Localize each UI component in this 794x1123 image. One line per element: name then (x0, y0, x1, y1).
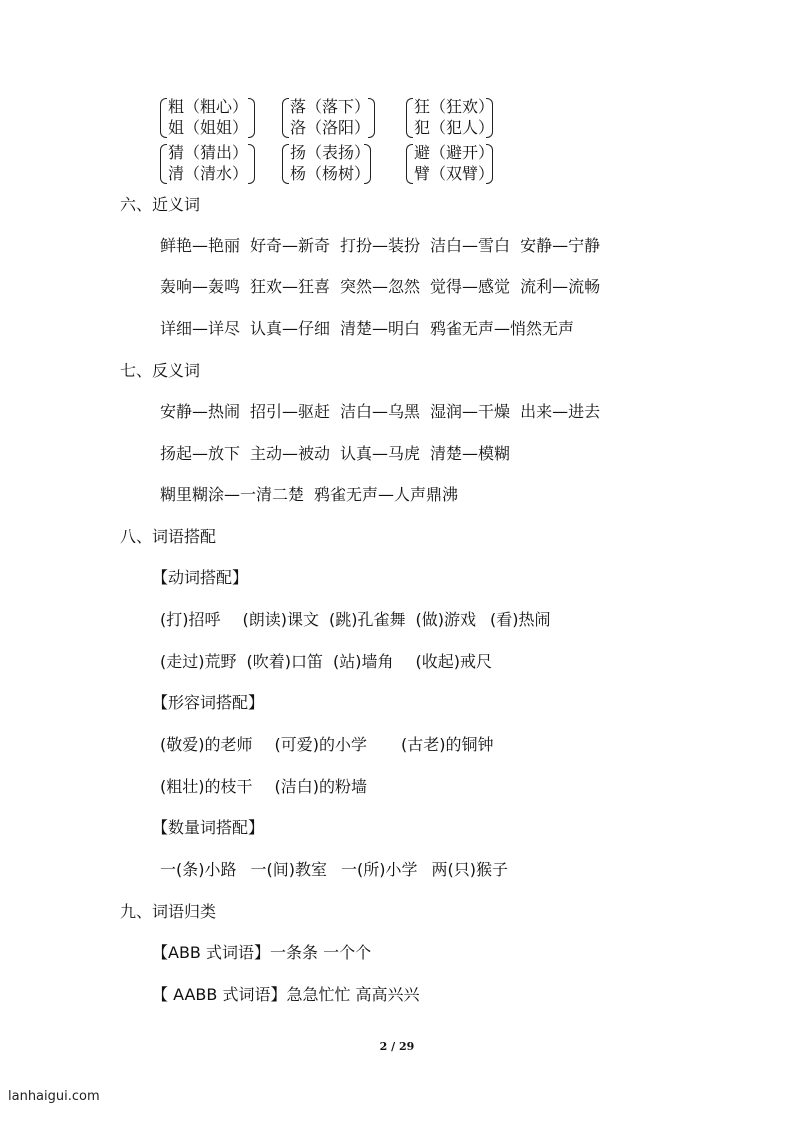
phrase: (敬爱)的老师 (160, 735, 253, 754)
word-pair: 清楚—明白 (340, 319, 421, 338)
word-pair: 狂欢—狂喜 (250, 277, 331, 296)
pair-item: 臂（双臂） (414, 164, 495, 183)
pair-group (282, 142, 378, 186)
word-pair: 打扮—装扮 (340, 236, 421, 255)
antonym-line (160, 441, 520, 464)
word-pair: 认真—仔细 (250, 319, 331, 338)
phrase: 两(只)猴子 (431, 860, 508, 879)
word-pair: 清楚—模糊 (430, 444, 511, 463)
pair-item: 避（避开） (414, 143, 495, 162)
phrase: (做)游戏 (415, 610, 476, 629)
section-heading-antonyms: 七、反义词 (120, 361, 201, 380)
abb-words: 【ABB 式词语】一条条 一个个 (152, 943, 372, 962)
word-pair: 好奇—新奇 (250, 236, 331, 255)
phrase: (洁白)的粉墙 (274, 777, 367, 796)
pair-item: 粗（粗心） (168, 97, 249, 116)
phrase: (看)热闹 (490, 610, 551, 629)
phrase: (粗壮)的枝干 (160, 777, 253, 796)
word-pair: 招引—驱赶 (250, 402, 331, 421)
pair-group (406, 96, 502, 140)
word-pair: 轰响—轰鸣 (160, 277, 241, 296)
phrase: 一(所)小学 (341, 860, 418, 879)
word-pair: 出来—进去 (520, 402, 601, 421)
word-pair: 糊里糊涂—一清二楚 (160, 485, 305, 504)
pair-item: 狂（狂欢） (414, 97, 495, 116)
pair-item: 清（清水） (168, 164, 249, 183)
synonym-line (160, 233, 610, 256)
section-heading-collocation: 八、词语搭配 (120, 527, 217, 546)
phrase: (走过)荒野 (160, 652, 237, 671)
collocation-line (160, 732, 504, 755)
pair-group (282, 96, 378, 140)
phrase: (站)墙角 (333, 652, 394, 671)
subheading-verb: 【动词搭配】 (152, 568, 249, 587)
collocation-line (160, 649, 502, 672)
phrase: (跳)孔雀舞 (329, 610, 406, 629)
word-pair: 洁白—乌黑 (340, 402, 421, 421)
word-pair: 认真—马虎 (340, 444, 421, 463)
word-pair: 详细—详尽 (160, 319, 241, 338)
pair-item: 落（落下） (290, 97, 371, 116)
phrase: (可爱)的小学 (274, 735, 367, 754)
site-watermark: lanhaigui.com (8, 1089, 100, 1104)
pair-item: 洛（洛阳） (290, 118, 371, 137)
page-number: 2 / 29 (379, 1040, 415, 1053)
subheading-quantifier: 【数量词搭配】 (152, 818, 265, 837)
character-pairs (160, 96, 540, 188)
word-pair: 主动—被动 (250, 444, 331, 463)
collocation-line (160, 607, 561, 630)
pair-row (160, 96, 540, 142)
word-pair: 鸦雀无声—人声鼎沸 (314, 485, 459, 504)
phrase: (古老)的铜钟 (401, 735, 494, 754)
phrase: (朗读)课文 (242, 610, 319, 629)
pair-group (160, 142, 256, 186)
phrase: (吹着)口笛 (246, 652, 323, 671)
pair-row (160, 142, 540, 188)
section-heading-synonyms: 六、近义词 (120, 195, 201, 214)
phrase: 一(条)小路 (160, 860, 237, 879)
pair-group (406, 142, 502, 186)
word-pair: 鸦雀无声—悄然无声 (430, 319, 575, 338)
word-pair: 扬起—放下 (160, 444, 241, 463)
pair-item: 扬（表扬） (290, 143, 371, 162)
antonym-line (160, 399, 610, 422)
phrase: 一(间)教室 (250, 860, 327, 879)
collocation-line (160, 774, 377, 797)
pair-group (160, 96, 256, 140)
antonym-line (160, 482, 468, 505)
subheading-adjective: 【形容词搭配】 (152, 693, 265, 712)
word-pair: 洁白—雪白 (430, 236, 511, 255)
word-pair: 安静—宁静 (520, 236, 601, 255)
pair-item: 姐（姐姐） (168, 118, 249, 137)
section-heading-classify: 九、词语归类 (120, 902, 217, 921)
aabb-words: 【 AABB 式词语】急急忙忙 高高兴兴 (152, 985, 420, 1004)
pair-item: 杨（杨树） (290, 164, 371, 183)
phrase: (收起)戒尺 (415, 652, 492, 671)
synonym-line (160, 274, 610, 297)
synonym-line (160, 316, 584, 339)
word-pair: 觉得—感觉 (430, 277, 511, 296)
pair-item: 猜（猜出） (168, 143, 249, 162)
pair-item: 犯（犯人） (414, 118, 495, 137)
word-pair: 突然—忽然 (340, 277, 421, 296)
phrase: (打)招呼 (160, 610, 221, 629)
collocation-line (160, 857, 518, 880)
word-pair: 流利—流畅 (520, 277, 601, 296)
word-pair: 安静—热闹 (160, 402, 241, 421)
word-pair: 湿润—干燥 (430, 402, 511, 421)
word-pair: 鲜艳—艳丽 (160, 236, 241, 255)
